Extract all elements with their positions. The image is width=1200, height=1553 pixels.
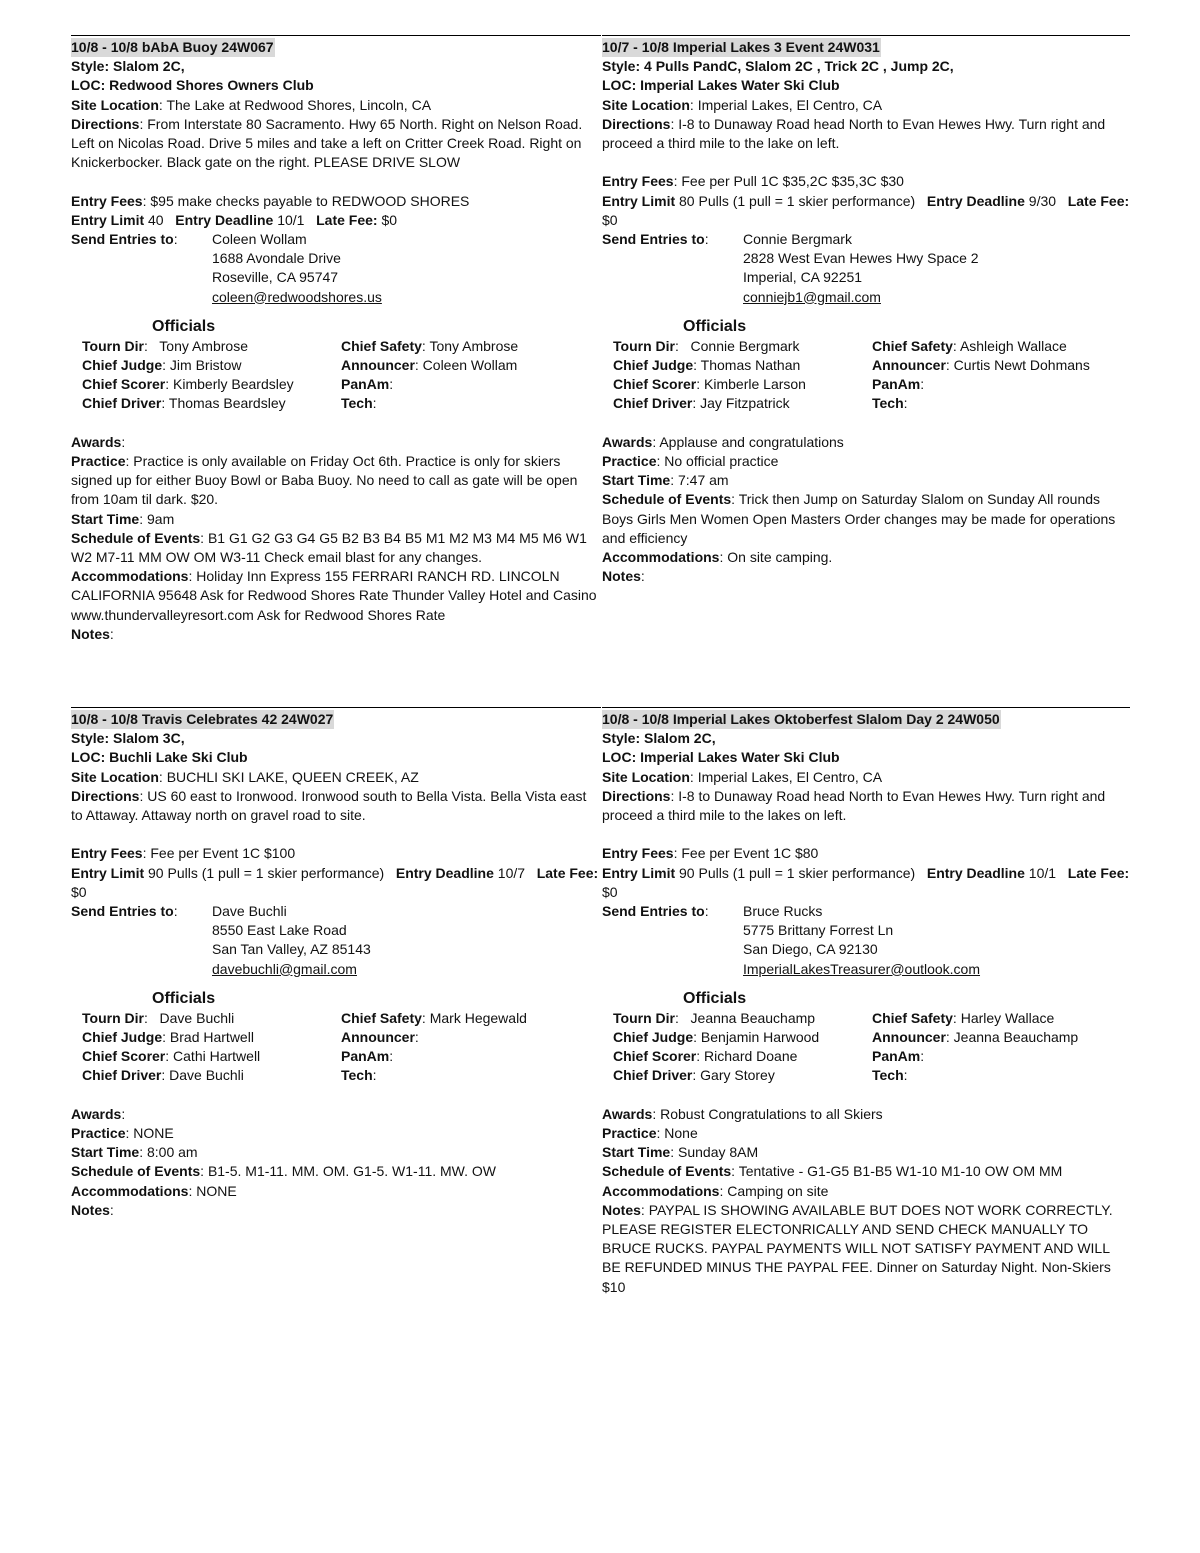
event-site: Site Location: Imperial Lakes, El Centro, CA [602,96,883,113]
event-site: Site Location: Imperial Lakes, El Centro, CA [602,768,883,785]
official-panam: PanAm: [872,376,925,393]
event-fees: Entry Fees: Fee per Event 1C $100 [71,845,296,862]
event-practice: Practice: No official practice [602,453,779,470]
event-accommodations: Accommodations: NONE [71,1182,237,1199]
event-title: 10/8 - 10/8 Imperial Lakes Oktoberfest Slalom Day 2 24W050 [602,710,1001,729]
officials-heading: Officials [683,317,747,335]
event-style: Style: Slalom 2C, [71,58,185,75]
event-schedule: Schedule of Events: Trick then Jump on Saturday Slalom on Sunday All rounds Boys Girls Men Women Open Masters Order changes may be made for operations and efficiency [602,491,1116,546]
official-panam: PanAm: [341,1048,394,1065]
event-limits: Entry Limit 80 Pulls (1 pull = 1 skier performance) Entry Deadline 9/30 Late Fee: $0 [602,192,1130,228]
official-chief-driver: Chief Driver: Thomas Beardsley [82,395,286,412]
event-loc: LOC: Redwood Shores Owners Club [71,77,314,94]
event-start-time: Start Time: 8:00 am [71,1144,198,1161]
send-entries: Send Entries to: Dave Buchli [71,902,601,921]
officials-grid [82,337,601,414]
officials-grid [613,1009,1130,1086]
event-fees: Entry Fees: Fee per Event 1C $80 [602,845,819,862]
event-awards: Awards: [71,1105,126,1122]
send-name: Bruce Rucks [743,903,823,920]
official-tourn-dir: Tourn Dir: Jeanna Beauchamp [613,1009,816,1026]
event-practice: Practice: Practice is only available on Friday Oct 6th. Practice is only for skiers signed up for either Buoy Bowl or Baba Buoy. No need to call as gate will be open from 10am til dark. $20. [71,453,578,508]
officials-heading: Officials [152,317,216,335]
send-address-line1: 1688 Avondale Drive [212,250,341,267]
official-tourn-dir: Tourn Dir: Tony Ambrose [82,337,248,354]
official-chief-judge: Chief Judge: Thomas Nathan [613,357,801,374]
event-accommodations: Accommodations: On site camping. [602,549,833,566]
official-chief-safety: Chief Safety: Harley Wallace [872,1009,1055,1026]
event-style: Style: Slalom 3C, [71,730,185,747]
event-awards: Awards: Applause and congratulations [602,433,844,450]
event-block [71,707,601,1220]
send-entries: Send Entries to: Connie Bergmark [602,230,1130,249]
official-tourn-dir: Tourn Dir: Connie Bergmark [613,337,800,354]
send-address-line1: 2828 West Evan Hewes Hwy Space 2 [743,250,979,267]
event-schedule: Schedule of Events: B1 G1 G2 G3 G4 G5 B2 B3 B4 B5 M1 M2 M3 M4 M5 M6 W1 W2 M7-11 MM OW OM W3-11 Check email blast for any changes. [71,529,587,566]
send-address-line1: 5775 Brittany Forrest Ln [743,922,894,939]
event-loc: LOC: Imperial Lakes Water Ski Club [602,749,840,766]
official-announcer: Announcer: Coleen Wollam [341,357,518,374]
event-loc: LOC: Buchli Lake Ski Club [71,749,248,766]
event-title: 10/8 - 10/8 bAbA Buoy 24W067 [71,38,275,57]
official-chief-safety: Chief Safety: Mark Hegewald [341,1009,527,1026]
official-chief-judge: Chief Judge: Brad Hartwell [82,1029,254,1046]
send-email-link[interactable]: ImperialLakesTreasurer@outlook.com [743,960,981,977]
event-limits: Entry Limit 90 Pulls (1 pull = 1 skier performance) Entry Deadline 10/7 Late Fee: $0 [71,864,599,900]
official-chief-driver: Chief Driver: Dave Buchli [82,1067,244,1084]
send-name: Dave Buchli [212,903,287,920]
event-notes: Notes: [71,625,114,642]
send-name: Coleen Wollam [212,231,307,248]
official-chief-scorer: Chief Scorer: Kimberle Larson [613,376,806,393]
send-address-line2: San Diego, CA 92130 [743,941,878,958]
event-awards: Awards: [71,433,126,450]
event-loc: LOC: Imperial Lakes Water Ski Club [602,77,840,94]
event-style: Style: 4 Pulls PandC, Slalom 2C , Trick 2C , Jump 2C, [602,58,954,75]
official-tech: Tech: [341,395,377,412]
event-accommodations: Accommodations: Camping on site [602,1182,829,1199]
official-chief-safety: Chief Safety: Tony Ambrose [341,337,519,354]
officials-heading: Officials [683,989,747,1007]
send-entries: Send Entries to: Bruce Rucks [602,902,1130,921]
official-chief-scorer: Chief Scorer: Cathi Hartwell [82,1048,261,1065]
officials-grid [613,337,1130,414]
official-chief-scorer: Chief Scorer: Kimberly Beardsley [82,376,294,393]
event-title: 10/8 - 10/8 Travis Celebrates 42 24W027 [71,710,334,729]
event-notes: Notes: [71,1201,114,1218]
send-email-link[interactable]: coleen@redwoodshores.us [212,288,382,305]
event-directions: Directions: I-8 to Dunaway Road head North to Evan Hewes Hwy. Turn right and proceed a third mile to the lakes on left. [602,787,1106,824]
event-site: Site Location: BUCHLI SKI LAKE, QUEEN CREEK, AZ [71,768,419,785]
event-block [602,35,1130,586]
send-address-line2: Roseville, CA 95747 [212,269,339,286]
event-awards: Awards: Robust Congratulations to all Skiers [602,1105,883,1122]
event-start-time: Start Time: 9am [71,510,175,527]
event-limits: Entry Limit 90 Pulls (1 pull = 1 skier performance) Entry Deadline 10/1 Late Fee: $0 [602,864,1130,900]
event-directions: Directions: I-8 to Dunaway Road head North to Evan Hewes Hwy. Turn right and proceed a third mile to the lake on left. [602,115,1106,152]
event-style: Style: Slalom 2C, [602,730,716,747]
official-panam: PanAm: [341,376,394,393]
official-announcer: Announcer: [341,1029,419,1046]
officials-heading: Officials [152,989,216,1007]
send-entries: Send Entries to: Coleen Wollam [71,230,601,249]
event-fees: Entry Fees: Fee per Pull 1C $35,2C $35,3C $30 [602,173,904,190]
send-address-line2: Imperial, CA 92251 [743,269,863,286]
event-practice: Practice: None [602,1125,698,1142]
event-practice: Practice: NONE [71,1125,174,1142]
event-directions: Directions: US 60 east to Ironwood. Ironwood south to Bella Vista. Bella Vista east to Attaway. Attaway north on gravel road to site. [71,787,587,824]
event-fees: Entry Fees: $95 make checks payable to REDWOOD SHORES [71,192,470,209]
official-chief-safety: Chief Safety: Ashleigh Wallace [872,337,1067,354]
event-accommodations: Accommodations: Holiday Inn Express 155 FERRARI RANCH RD. LINCOLN CALIFORNIA 95648 Ask for Redwood Shores Rate Thunder Valley Hotel and Casino www.thundervalleyresort.com Ask for Redwood Shores Rate [71,568,597,623]
event-start-time: Start Time: 7:47 am [602,472,729,489]
official-announcer: Announcer: Curtis Newt Dohmans [872,357,1090,374]
official-tourn-dir: Tourn Dir: Dave Buchli [82,1009,235,1026]
official-tech: Tech: [341,1067,377,1084]
event-block [71,35,601,644]
event-notes: Notes: PAYPAL IS SHOWING AVAILABLE BUT DOES NOT WORK CORRECTLY. PLEASE REGISTER ELECTONRICALLY AND SEND CHECK MANUALLY TO BRUCE RUCKS. PAYPAL PAYMENTS WILL NOT SATISFY PAYMENT AND WILL BE REFUNDED MINUS THE PAYPAL FEE. Dinner on Saturday Night. Non-Skiers $10 [602,1201,1113,1295]
event-schedule: Schedule of Events: Tentative - G1-G5 B1-B5 W1-10 M1-10 OW OM MM [602,1163,1063,1180]
event-notes: Notes: [602,568,645,585]
official-chief-driver: Chief Driver: Jay Fitzpatrick [613,395,790,412]
send-address-line2: San Tan Valley, AZ 85143 [212,941,371,958]
event-limits: Entry Limit 40 Entry Deadline 10/1 Late Fee: $0 [71,211,398,228]
event-title: 10/7 - 10/8 Imperial Lakes 3 Event 24W031 [602,38,881,57]
event-schedule: Schedule of Events: B1-5. M1-11. MM. OM. G1-5. W1-11. MW. OW [71,1163,497,1180]
event-start-time: Start Time: Sunday 8AM [602,1144,759,1161]
official-chief-judge: Chief Judge: Jim Bristow [82,357,242,374]
event-block [602,707,1130,1297]
send-address-line1: 8550 East Lake Road [212,922,347,939]
officials-grid [82,1009,601,1086]
event-site: Site Location: The Lake at Redwood Shores, Lincoln, CA [71,96,432,113]
official-chief-driver: Chief Driver: Gary Storey [613,1067,775,1084]
event-directions: Directions: From Interstate 80 Sacramento. Hwy 65 North. Right on Nelson Road. Left on Nicolas Road. Drive 5 miles and take a left on Critter Creek Road. Right on Knickerbocker. Black gate on the right. PLEASE DRIVE SLOW [71,115,583,171]
send-email-link[interactable]: davebuchli@gmail.com [212,960,357,977]
official-chief-scorer: Chief Scorer: Richard Doane [613,1048,798,1065]
official-tech: Tech: [872,395,908,412]
official-chief-judge: Chief Judge: Benjamin Harwood [613,1029,820,1046]
official-tech: Tech: [872,1067,908,1084]
official-announcer: Announcer: Jeanna Beauchamp [872,1029,1079,1046]
send-email-link[interactable]: conniejb1@gmail.com [743,288,881,305]
official-panam: PanAm: [872,1048,925,1065]
send-name: Connie Bergmark [743,231,852,248]
